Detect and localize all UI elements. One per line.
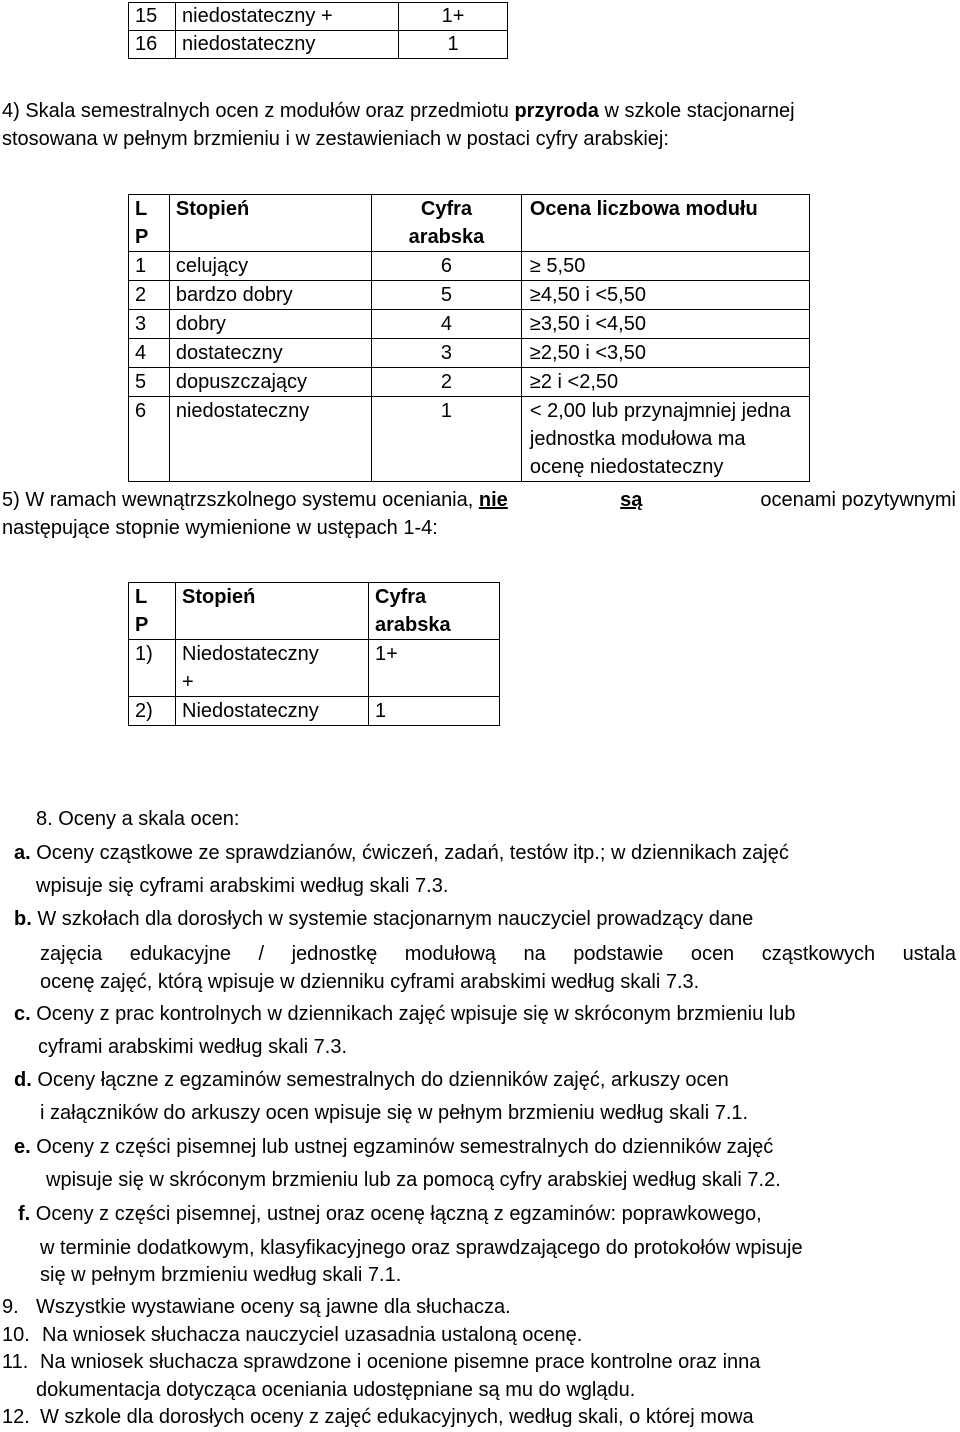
section8-title: 8. Oceny a skala ocen: [36,808,240,830]
table-cell: ≥3,50 i <4,50 [521,310,809,339]
table-cell: 1 [372,397,522,482]
item-9 [2,1293,511,1321]
item-b-line1 [14,905,753,933]
item-text: Oceny z części pisemnej, ustnej oraz ocenę łączną z egzaminów: poprawkowego, [35,1203,762,1225]
table-cell: ≥ 5,50 [521,252,809,281]
table-row [129,640,500,697]
header-ocena: Ocena liczbowa modułu [521,195,809,252]
header-text: Cyfra arabska [375,586,451,636]
table-cell: 1 [369,697,500,726]
table-row [129,697,500,726]
table-row [129,310,810,339]
table-cell: dobry [169,310,371,339]
table-cell [176,640,369,697]
item-label: a. [14,842,31,864]
item-label: f. [18,1203,31,1225]
table-row [129,3,508,31]
item-11-line1 [2,1348,760,1376]
item-12 [2,1403,754,1431]
table-cell: 5 [372,281,522,310]
header-text: L P [135,198,149,248]
table-row [129,397,810,482]
section4-line1 [2,97,795,125]
item-c-line1 [14,1000,795,1028]
header-lp [129,195,170,252]
table-row [129,368,810,397]
table-header-row [129,583,500,640]
table-cell: 4 [129,339,170,368]
item-text: Oceny z części pisemnej lub ustnej egzaminów semestralnych do dzienników zajęć [36,1136,774,1158]
table-cell: dopuszczający [169,368,371,397]
cell-text: Niedostateczny + [182,643,319,693]
table-cell: niedostateczny + [176,3,399,31]
item-label: d. [14,1069,32,1091]
item-text: Wszystkie wystawiane oceny są jawne dla słuchacza. [36,1296,511,1318]
item-f-line3: się w pełnym brzmieniu według skali 7.1. [40,1264,402,1286]
section5-line1 [2,486,956,514]
table-cell: 1) [129,640,176,697]
table-row [129,281,810,310]
header-cyfra [369,583,500,640]
item-label: b. [14,908,32,930]
item-e-line1 [14,1133,773,1161]
table-cell: 2 [129,281,170,310]
item-text: Na wniosek słuchacza nauczyciel uzasadnia ustaloną ocenę. [42,1324,583,1346]
table-cell: 6 [129,397,170,482]
section4-line2: stosowana w pełnym brzmieniu i w zestawieniach w postaci cyfry arabskiej: [2,128,669,150]
table-cell: 5 [129,368,170,397]
table-cell: < 2,00 lub przynajmniej jedna jednostka modułowa ma ocenę niedostateczny [521,397,809,482]
table-cell: bardzo dobry [169,281,371,310]
table-cell: 15 [129,3,176,31]
item-b-line2: zajęcia edukacyjne / jednostkę modułową na podstawie ocen cząstkowych ustala [40,943,956,965]
table-cell: 6 [372,252,522,281]
item-11-line2: dokumentacja dotycząca oceniania udostępniane są mu do wglądu. [36,1379,636,1401]
item-number: 9. [2,1296,19,1318]
item-number: 12. [2,1406,30,1428]
table-cell: 3 [372,339,522,368]
header-cyfra [372,195,522,252]
table-cell: 3 [129,310,170,339]
table-cell: celujący [169,252,371,281]
table-row [129,339,810,368]
item-label: c. [14,1003,31,1025]
table-cell: 1 [399,31,508,59]
table-cell: ≥4,50 i <5,50 [521,281,809,310]
text: w szkole stacjonarnej [598,100,795,122]
item-d-line2: i załączników do arkuszy ocen wpisuje się w pełnym brzmieniu według skali 7.1. [40,1102,749,1124]
text: ocenami pozytywnymi [754,489,956,511]
item-text: W szkołach dla dorosłych w systemie stacjonarnym nauczyciel prowadzący dane [37,908,754,930]
item-10 [2,1321,582,1349]
item-e-line2: wpisuje się w skróconym brzmieniu lub za pomocą cyfry arabskiej według skali 7.2. [46,1169,781,1191]
table-cell: 4 [372,310,522,339]
item-text: Oceny łączne z egzaminów semestralnych do dzienników zajęć, arkuszy ocen [37,1069,729,1091]
header-lp [129,583,176,640]
item-label: e. [14,1136,31,1158]
text-group [479,486,956,514]
table-cell: 1+ [369,640,500,697]
table-cell: dostateczny [169,339,371,368]
item-b-line3: ocenę zajęć, którą wpisuje w dzienniku cyframi arabskimi według skali 7.3. [40,971,700,993]
table-cell: 2 [372,368,522,397]
grade-scale-table [128,194,810,482]
table-cell: 16 [129,31,176,59]
item-a-line1 [14,839,789,867]
negative-grades-table [128,582,500,726]
table-cell: Niedostateczny [176,697,369,726]
item-f-line1 [18,1200,762,1228]
header-text: Cyfra arabska [408,198,485,248]
table-row [129,252,810,281]
table-header-row [129,195,810,252]
text: 5) W ramach wewnątrzszkolnego systemu oceniania, [2,489,479,511]
table-cell: niedostateczny [176,31,399,59]
item-a-line2: wpisuje się cyframi arabskimi według skali 7.3. [36,875,449,897]
table-cell: 1+ [399,3,508,31]
item-d-line1 [14,1066,729,1094]
item-text: Oceny z prac kontrolnych w dziennikach zajęć wpisuje się w skróconym brzmieniu lub [36,1003,796,1025]
item-text: Na wniosek słuchacza sprawdzone i ocenione pisemne prace kontrolne oraz inna [40,1351,761,1373]
header-text: L P [135,586,149,636]
item-number: 11. [2,1351,29,1373]
table-cell: ≥2,50 i <3,50 [521,339,809,368]
underlined-text: są [620,489,643,511]
header-stopien: Stopień [169,195,371,252]
section5-line2: następujące stopnie wymienione w ustępach 1-4: [2,517,438,539]
item-c-line2: cyframi arabskimi według skali 7.3. [38,1036,347,1058]
grade-table-top [128,2,508,59]
item-f-line2: w terminie dodatkowym, klasyfikacyjnego oraz sprawdzającego do protokołów wpisuje [40,1237,803,1259]
table-cell: 2) [129,697,176,726]
header-stopien: Stopień [176,583,369,640]
table-row [129,31,508,59]
table-cell: niedostateczny [169,397,371,482]
item-number: 10. [2,1324,30,1346]
item-text: W szkole dla dorosłych oceny z zajęć edukacyjnych, według skali, o której mowa [40,1406,754,1428]
table-cell: 1 [129,252,170,281]
text: 4) Skala semestralnych ocen z modułów oraz przedmiotu [2,100,515,122]
underlined-text: nie [478,489,508,511]
item-text: Oceny cząstkowe ze sprawdzianów, ćwiczeń, zadań, testów itp.; w dziennikach zajęć [36,842,789,864]
bold-text: przyroda [514,100,599,122]
table-cell: ≥2 i <2,50 [521,368,809,397]
